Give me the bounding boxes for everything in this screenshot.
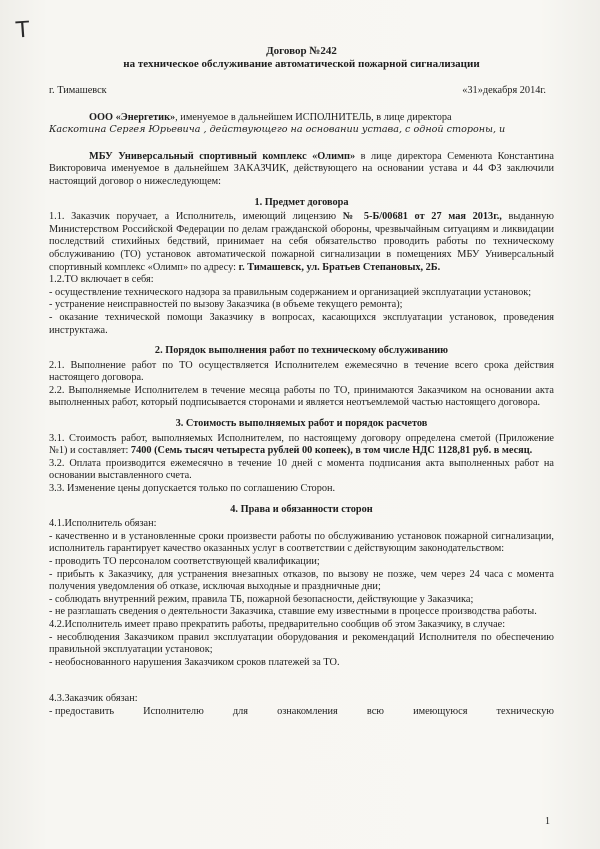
word: всю [366,705,384,717]
section-4-heading: 4. Права и обязанности сторон [230,503,373,515]
section-3-2: 3.2. Оплата производится ежемесячно в течение 10 дней с момента подписания акта выполненных работ на основании выставленного счета. [49,457,554,482]
word: Исполнителю [143,705,204,717]
contract-price: 7400 (Семь тысяч четыреста рублей 00 копеек), в том числе НДС 1128,81 руб. в месяц. [130,445,533,457]
executor-name: ООО «Энергетик» [89,111,176,123]
intro-executor [49,112,554,125]
section-4-bullet-7: - необоснованного нарушения Заказчиком сроков платежей за ТО. [49,656,340,668]
contract-title: Договор №242 [266,45,337,57]
s1-p1-text-c: выданную Министерством Российской Федерации по делам гражданской обороны, чрезвычайным ситуациям и ликвидации последствий стихийных бедствий, принимает на себя обязательство проводить работы по техническому обслуживанию (ТО) установок автоматической пожарной сигнализации в помещениях МБУ Универсальный спортивный комплекс «Олимп» по адресу: [49,211,554,273]
section-4-bullet-4: - соблюдать внутренний режим, правила ТБ, пожарной безопасности, действующие у Заказчика; [49,593,474,605]
section-4-bullet-2: - проводить ТО персоналом соответствующей квалификации; [49,556,320,567]
word: имеющуюся [413,705,468,717]
word: для [232,705,248,717]
object-address: г. Тимашевск, ул. Братьев Степановых, 2Б. [238,261,441,273]
license-number: № 5-Б/00681 от 27 мая 2013г., [342,211,502,223]
section-2-heading: 2. Порядок выполнения работ по техническому обслуживанию [154,345,449,357]
contract-subtitle: на техническое обслуживание автоматической пожарной сигнализации [123,58,480,70]
section-4-2: 4.2.Исполнитель имеет право прекратить работы, предварительно сообщив об этом Заказчику, в случае: [49,618,506,630]
s3-p1-text-a: 3.1. Стоимость работ, выполняемых Исполнителем, по настоящему договору определена сметой (Приложение №1) и составляет: [49,432,554,457]
city: г. Тимашевск [49,85,107,96]
section-1-bullet-2: - устранение неисправностей по вызову Заказчика (в объеме текущего ремонта); [49,299,403,311]
section-1-bullet-3: - оказание технической помощи Заказчику в вопросах, касающихся эксплуатации установок, проведения инструктажа. [49,311,554,336]
section-4-bullet-1: - качественно и в установленные сроки произвести работы по обслуживанию установок пожарной сигнализации, исполнитель гарантирует качество оказанных услуг в соответствии с действующим законодательством: [49,530,554,555]
place-date-row [49,85,554,98]
section-1-heading: 1. Предмет договора [254,196,349,208]
executor-text: , именуемое в дальнейшем ИСПОЛНИТЕЛЬ, в лице директора [175,111,452,123]
customer-text: в лице директора Семенюта Константина Викторовича именуемое в дальнейшем ЗАКАЗЧИК, действующего на основании устава и 44 ФЗ заключили настоящий договор о нижеследующем: [49,150,555,187]
intro-executor-handwritten [49,124,554,137]
section-3-heading: 3. Стоимость выполняемых работ и порядок расчетов [175,418,428,430]
contract-body [49,45,554,719]
intro-customer [49,151,554,189]
section-4-1: 4.1.Исполнитель обязан: [49,518,157,530]
section-4-bullet-3: - прибыть к Заказчику, для устранения внезапных отказов, по вызову не позже, чем через 24 часа с момента получения уведомления об отказе, исключая выходные и праздничные дни; [49,568,554,593]
section-1-2: 1.2.ТО включает в себя: [49,274,154,286]
section-2-1: 2.1. Выполнение работ по ТО осуществляется Исполнителем ежемесячно в течение всего срока действия настоящего договора. [49,359,554,384]
word: - предоставить [49,705,115,717]
section-1-1 [49,211,554,274]
section-4-bullet-8 [49,706,554,719]
handwritten-director: Каскотина Сергея Юрьевича , действующего на основании устава, с одной стороны, и [49,124,506,136]
section-4-bullet-5: - не разглашать сведения о деятельности Заказчика, ставшие ему известными в процессе производства работы. [49,606,537,618]
section-2-2: 2.2. Выполняемые Исполнителем в течение месяца работы по ТО, принимаются Заказчиком на основании акта выполненных работ, который подписывается сторонами и является неотъемлемой частью настоящего договора. [49,384,554,409]
word: техническую [496,705,554,717]
section-1-bullet-1: - осуществление технического надзора за правильным содержанием и организацией эксплуатации установок; [49,286,532,298]
s1-p1-text-a: 1.1. Заказчик поручает, а Исполнитель, имеющий лицензию [49,211,343,223]
section-4-bullet-6: - несоблюдения Заказчиком правил эксплуатации оборудования и рекомендаций Исполнителя по обеспечению правильной эксплуатации установок; [49,631,554,656]
handwritten-corner-mark: T [15,17,31,44]
section-3-3: 3.3. Изменение цены допускается только по соглашению Сторон. [49,483,336,495]
section-3-1 [49,433,554,458]
contract-date: «31»декабря 2014г. [462,85,546,96]
section-4-3: 4.3.Заказчик обязан: [49,693,138,705]
customer-name: МБУ Универсальный спортивный комплекс «Олимп» [89,150,356,162]
page-number: 1 [545,816,550,827]
word: ознакомления [277,705,338,717]
